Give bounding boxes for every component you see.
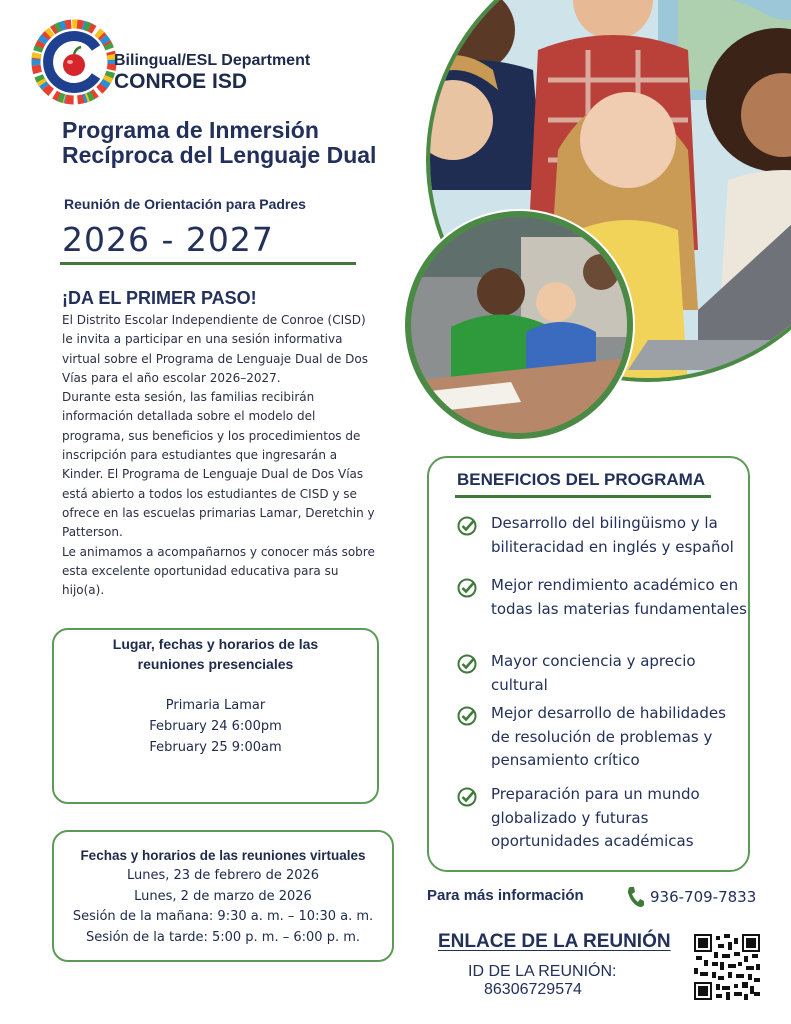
- benefit-text: Mejor rendimiento académico en todas las materias fundamentales: [491, 576, 747, 618]
- qr-code[interactable]: [694, 934, 760, 1000]
- meeting-link[interactable]: ENLACE DE LA REUNIÓN: [438, 931, 671, 952]
- benefit-text: Mejor desarrollo de habilidades de resolución de problemas y pensamiento crítico: [491, 704, 726, 769]
- benefit-text: Mayor conciencia y aprecio cultural: [491, 652, 696, 694]
- benefits-heading: BENEFICIOS DEL PROGRAMA: [457, 470, 706, 489]
- children-classroom-photo: [401, 207, 637, 443]
- check-circle-icon: [457, 516, 477, 536]
- in-person-heading: Lugar, fechas y horarios de las reuniones presenciales: [112, 636, 319, 672]
- phone-number[interactable]: 936-709-7833: [650, 888, 757, 906]
- check-circle-icon: [457, 787, 477, 807]
- divider: [60, 262, 356, 265]
- in-person-location: Primaria Lamar: [165, 698, 266, 713]
- intro-paragraph: El Distrito Escolar Independiente de Conroe (CISD) le invita a participar en una sesión informativa virtual sobre el Programa de Lenguaje Dual de Dos Vías para el año escolar 2026–2027.: [62, 313, 368, 385]
- program-title: Programa de Inmersión Recíproca del Lenguaje Dual: [62, 117, 377, 168]
- meeting-id: 86306729574: [484, 981, 582, 998]
- department-name: Bilingual/ESL Department: [114, 52, 311, 69]
- benefits-panel: [427, 456, 750, 872]
- check-circle-icon: [457, 578, 477, 598]
- in-person-date: February 25 9:00am: [149, 740, 282, 755]
- program-subtitle: Reunión de Orientación para Padres: [64, 196, 306, 212]
- virtual-line: Sesión de la tarde: 5:00 p. m. – 6:00 p. m.: [85, 929, 361, 945]
- call-to-action-heading: ¡DA EL PRIMER PASO!: [62, 288, 257, 308]
- intro-paragraph: Le animamos a acompañarnos y conocer más sobre esta excelente oportunidad educativa para su hijo(a).: [62, 544, 375, 598]
- virtual-line: Sesión de la mañana: 9:30 a. m. – 10:30 a. m.: [72, 909, 374, 924]
- meeting-id-label: ID DE LA REUNIÓN:: [468, 963, 617, 980]
- intro-paragraph: Durante esta sesión, las familias recibirán información detallada sobre el modelo del programa, sus beneficios y los procedimientos de inscripción para estudiantes que ingresarán a Kinder. El Programa de Lenguaje Dual de Dos Vías está abierto a todos los estudiantes de CISD y se ofrece en las escuelas primarias Lamar, Deretchin y Patterson.: [62, 390, 375, 540]
- virtual-line: Lunes, 2 de marzo de 2026: [134, 888, 312, 904]
- intro-text: [62, 311, 380, 600]
- benefits-divider: [455, 495, 711, 498]
- district-name: CONROE ISD: [114, 70, 248, 93]
- more-info-label: Para más información: [427, 887, 584, 904]
- check-circle-icon: [457, 706, 477, 726]
- virtual-line: Lunes, 23 de febrero de 2026: [126, 868, 320, 883]
- district-logo: [30, 18, 118, 106]
- benefit-text: Preparación para un mundo globalizado y futuras oportunidades académicas: [491, 785, 700, 850]
- in-person-date: February 24 6:00pm: [149, 719, 282, 734]
- virtual-meetings-box: [52, 830, 394, 962]
- virtual-heading: Fechas y horarios de las reuniones virtuales: [80, 848, 366, 863]
- benefit-text: Desarrollo del bilingüismo y la biliteracidad en inglés y español: [491, 514, 734, 556]
- check-circle-icon: [457, 654, 477, 674]
- school-year: 2026 - 2027: [62, 220, 274, 259]
- in-person-meetings-box: [52, 628, 379, 804]
- phone-icon: [626, 886, 644, 908]
